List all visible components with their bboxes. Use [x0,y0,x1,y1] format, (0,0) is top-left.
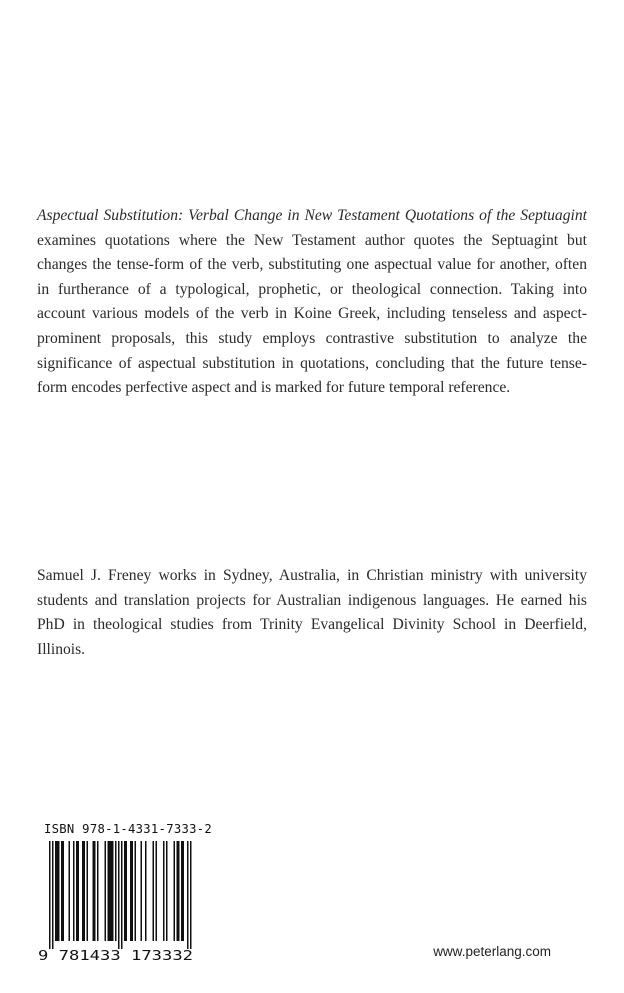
barcode-bar [124,841,126,941]
barcode-bar [166,841,168,941]
barcode-bar [69,841,71,941]
barcode-bar [135,841,137,941]
barcode-bar [181,841,183,941]
barcode-bar [76,841,78,941]
barcode-bar [87,841,89,941]
barcode-bar [187,841,189,949]
barcode-bar [118,841,120,949]
barcode-bar [57,841,59,941]
barcode [37,837,195,965]
barcode-bar [190,841,192,949]
barcode-bar [78,841,80,941]
publisher-website: www.peterlang.com [433,944,551,959]
barcode-bar [130,841,132,941]
barcode-bar [174,841,176,941]
barcode-bar [73,841,75,941]
barcode-bar [112,841,114,941]
barcode-bar [177,841,179,941]
barcode-bar [141,841,143,941]
barcode-bar [145,841,147,941]
barcode-bar [115,841,117,941]
barcode-bar [153,841,155,941]
barcode-bar [63,841,65,941]
barcode-bar [126,841,128,941]
barcode-bar [93,841,95,941]
barcode-bar [183,841,185,941]
barcode-bar [49,841,51,949]
barcode-bar [178,841,180,941]
barcode-bar [111,841,113,941]
barcode-bar [121,841,123,949]
barcode-bar [61,841,63,941]
description-body: examines quotations where the New Testament author quotes the Septuagint but changes the tense-form of the verb, substituting one aspectual value for another, often in furtherance of a typological, prophetic, or theological connection. Taking into account various models of the verb in Koine Greek, including tenseless and aspect-prominent proposals, this study employs contrastive substitution to analyze the significance of aspectual substitution in quotations, concluding that the future tense-form encodes perfective aspect and is marked for future temporal reference. [37,231,587,397]
barcode-bars [49,841,192,949]
barcode-bar [94,841,96,941]
barcode-bar [109,841,111,941]
book-description [37,204,587,401]
isbn-label: ISBN 978-1-4331-7333-2 [44,822,213,836]
barcode-bar [55,841,57,941]
book-title: Aspectual Substitution: Verbal Change in New Testament Quotations of the Septuagint [37,207,587,224]
barcode-bar [108,841,110,941]
barcode-bar [163,841,165,941]
barcode-digits: 9 781433 173332 [38,948,193,964]
barcode-bar [97,841,99,941]
barcode-bar [105,841,107,941]
barcode-bar [52,841,54,949]
barcode-bar [156,841,158,941]
barcode-bar [82,841,84,941]
barcode-bar [58,841,60,941]
barcode-bar [84,841,86,941]
author-bio: Samuel J. Freney works in Sydney, Australia, in Christian ministry with university students and translation projects for Australian indigenous languages. He earned his PhD in theological studies from Trinity Evangelical Divinity School in Deerfield, Illinois. [37,567,587,658]
barcode-bar [132,841,134,941]
